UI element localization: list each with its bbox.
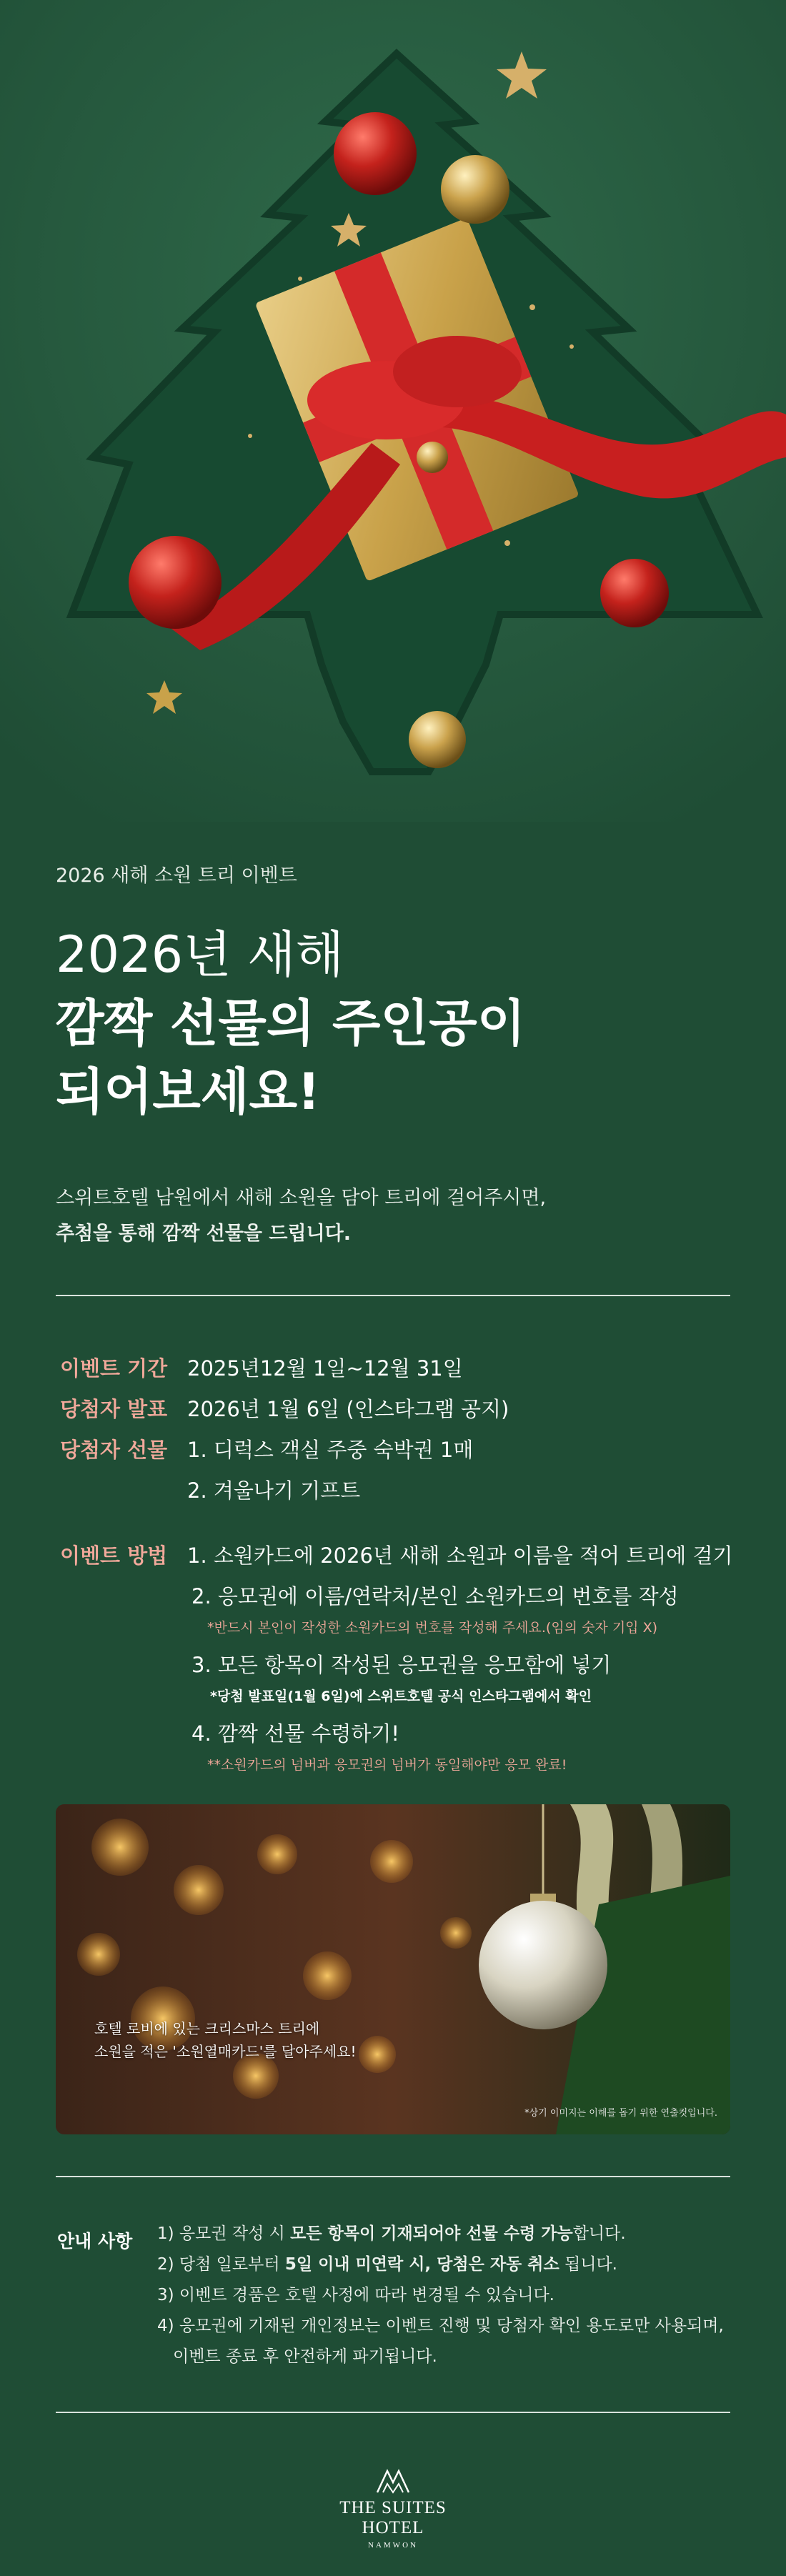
notice-item-1-emphasis: 모든 항목이 기재되어야 선물 수령 가능 — [290, 2224, 573, 2243]
bokeh-ornament-image — [56, 1804, 730, 2134]
gold-ornament — [441, 155, 509, 224]
title-line-3: 되어보세요! — [56, 1063, 321, 1121]
method-step-4: 4. 깜짝 선물 수령하기! — [191, 1721, 400, 1746]
prize-item-1: 1. 디럭스 객실 주중 숙박권 1매 — [187, 1438, 474, 1462]
brand-logo — [307, 2467, 479, 2550]
photo-caption-line-2: 소원을 적은 '소원열매카드'를 달아주세요! — [94, 2043, 357, 2060]
divider — [56, 1295, 730, 1296]
photo-caption-line-1: 호텔 로비에 있는 크리스마스 트리에 — [94, 2020, 320, 2037]
notice-list — [157, 2219, 724, 2372]
method-step-3-note: *당첨 발표일(1월 6일)에 스위트호텔 공식 인스타그램에서 확인 — [210, 1689, 592, 1704]
notice-item-4-cont: 이벤트 종료 후 안전하게 파기됩니다. — [173, 2347, 437, 2366]
notice-item-1-end: 합니다. — [572, 2224, 626, 2243]
notice-item-1 — [157, 2219, 724, 2249]
notice-item-2 — [157, 2249, 724, 2280]
description-line-1: 스위트호텔 남원에서 새해 소원을 담아 트리에 걸어주시면, — [56, 1187, 547, 1209]
prize-label: 당첨자 선물 — [60, 1438, 168, 1462]
method-step-2-note: *반드시 본인이 작성한 소원카드의 번호를 작성해 주세요.(임의 숫자 기입 X) — [207, 1620, 658, 1636]
notice-item-2-end: 됩니다. — [559, 2255, 617, 2274]
hero-tree-image — [0, 0, 786, 822]
method-label: 이벤트 방법 — [60, 1543, 168, 1568]
notice-heading: 안내 사항 — [57, 2231, 133, 2252]
announce-label: 당첨자 발표 — [60, 1397, 168, 1421]
lobby-tree-photo — [56, 1804, 730, 2134]
description-line-2: 추첨을 통해 깜짝 선물을 드립니다. — [56, 1223, 352, 1245]
event-description — [56, 1180, 546, 1252]
photo-disclaimer: *상기 이미지는 이해를 돕기 위한 연출컷입니다. — [524, 2108, 717, 2119]
page-title — [56, 920, 525, 1126]
method-step-2: 2. 응모권에 이름/연락처/본인 소원카드의 번호를 작성 — [191, 1584, 679, 1608]
hotel-mark-icon — [372, 2467, 414, 2495]
announce-value: 2026년 1월 6일 (인스타그램 공지) — [187, 1397, 509, 1421]
method-step-1: 1. 소원카드에 2026년 새해 소원과 이름을 적어 트리에 걸기 — [187, 1543, 733, 1568]
brand-name: THE SUITES HOTEL — [339, 2498, 447, 2537]
divider — [56, 2412, 730, 2413]
title-line-2: 깜짝 선물의 주인공이 — [56, 994, 526, 1053]
divider — [56, 2176, 730, 2177]
period-label: 이벤트 기간 — [60, 1356, 168, 1381]
red-ornament — [334, 112, 417, 195]
silver-ornament — [479, 1901, 607, 2029]
notice-item-2-emphasis: 5일 이내 미연락 시, 당첨은 자동 취소 — [284, 2255, 559, 2274]
title-line-1: 2026년 새해 — [56, 925, 344, 984]
notice-item-2-text: 2) 당첨 일로부터 — [157, 2255, 285, 2274]
notice-item-4: 4) 응모권에 기재된 개인정보는 이벤트 진행 및 당첨자 확인 용도로만 사용되며, — [157, 2317, 724, 2335]
brand-location: NAMWON — [368, 2541, 418, 2550]
notice-item-3: 3) 이벤트 경품은 호텔 사정에 따라 변경될 수 있습니다. — [157, 2286, 554, 2304]
method-step-4-note: **소원카드의 넘버과 응모권의 넘버가 동일해야만 응모 완료! — [207, 1757, 567, 1773]
photo-caption — [94, 2017, 357, 2063]
period-value: 2025년12월 1일~12월 31일 — [187, 1356, 463, 1381]
prize-item-2: 2. 겨울나기 기프트 — [187, 1478, 361, 1503]
event-eyebrow: 2026 새해 소원 트리 이벤트 — [56, 865, 297, 887]
notice-item-1-text: 1) 응모권 작성 시 — [157, 2224, 291, 2243]
method-step-3: 3. 모든 항목이 작성된 응모권을 응모함에 넣기 — [191, 1653, 612, 1677]
